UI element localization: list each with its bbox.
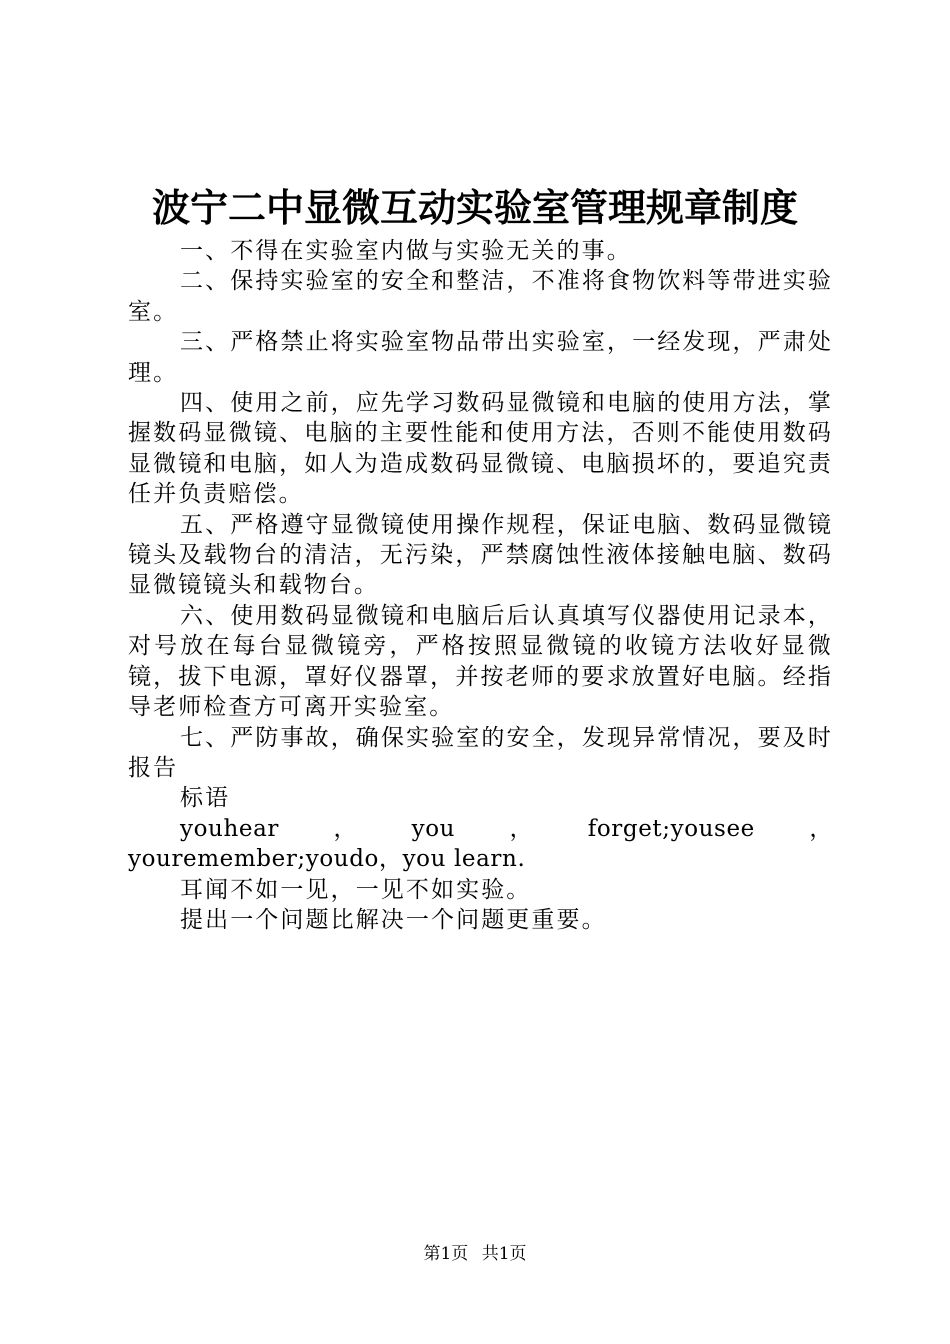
rule-paragraph-4: 四、使用之前，应先学习数码显微镜和电脑的使用方法，掌握数码显微镜、电脑的主要性能和使用方法，否则不能使用数码显微镜和电脑，如人为造成数码显微镜、电脑损坏的，要追究责任并负责赔偿。 [128, 390, 833, 508]
page-number: 第1页 共1页 [423, 1244, 527, 1264]
rule-paragraph-7: 七、严防事故，确保实验室的安全，发现异常情况，要及时报告 [128, 724, 833, 781]
rule-paragraph-5: 五、严格遵守显微镜使用操作规程，保证电脑、数码显微镜镜头及载物台的清洁，无污染，严禁腐蚀性液体接触电脑、数码显微镜镜头和载物台。 [128, 511, 833, 599]
rule-paragraph-3: 三、严格禁止将实验室物品带出实验室，一经发现，严肃处理。 [128, 329, 833, 386]
slogan-heading: 标语 [180, 785, 231, 812]
slogan-question: 提出一个问题比解决一个问题更重要。 [180, 906, 607, 933]
slogan-seeing: 耳闻不如一见，一见不如实验。 [180, 876, 532, 903]
document-title: 波宁二中显微互动实验室管理规章制度 [151, 185, 798, 230]
rule-paragraph-6: 六、使用数码显微镜和电脑后后认真填写仪器使用记录本，对号放在每台显微镜旁，严格按照显微镜的收镜方法收好显微镜，拔下电源，罩好仪器罩，并按老师的要求放置好电脑。经指导老师检查方可离开实验室。 [128, 602, 833, 721]
rule-paragraph-2: 二、保持实验室的安全和整洁，不准将食物饮料等带进实验室。 [128, 268, 833, 325]
rule-paragraph-1: 一、不得在实验室内做与实验无关的事。 [180, 238, 632, 264]
slogan-english: youhear，you，forget;yousee，youremember;youdo，you learn. [128, 815, 833, 873]
document-body [128, 236, 833, 935]
